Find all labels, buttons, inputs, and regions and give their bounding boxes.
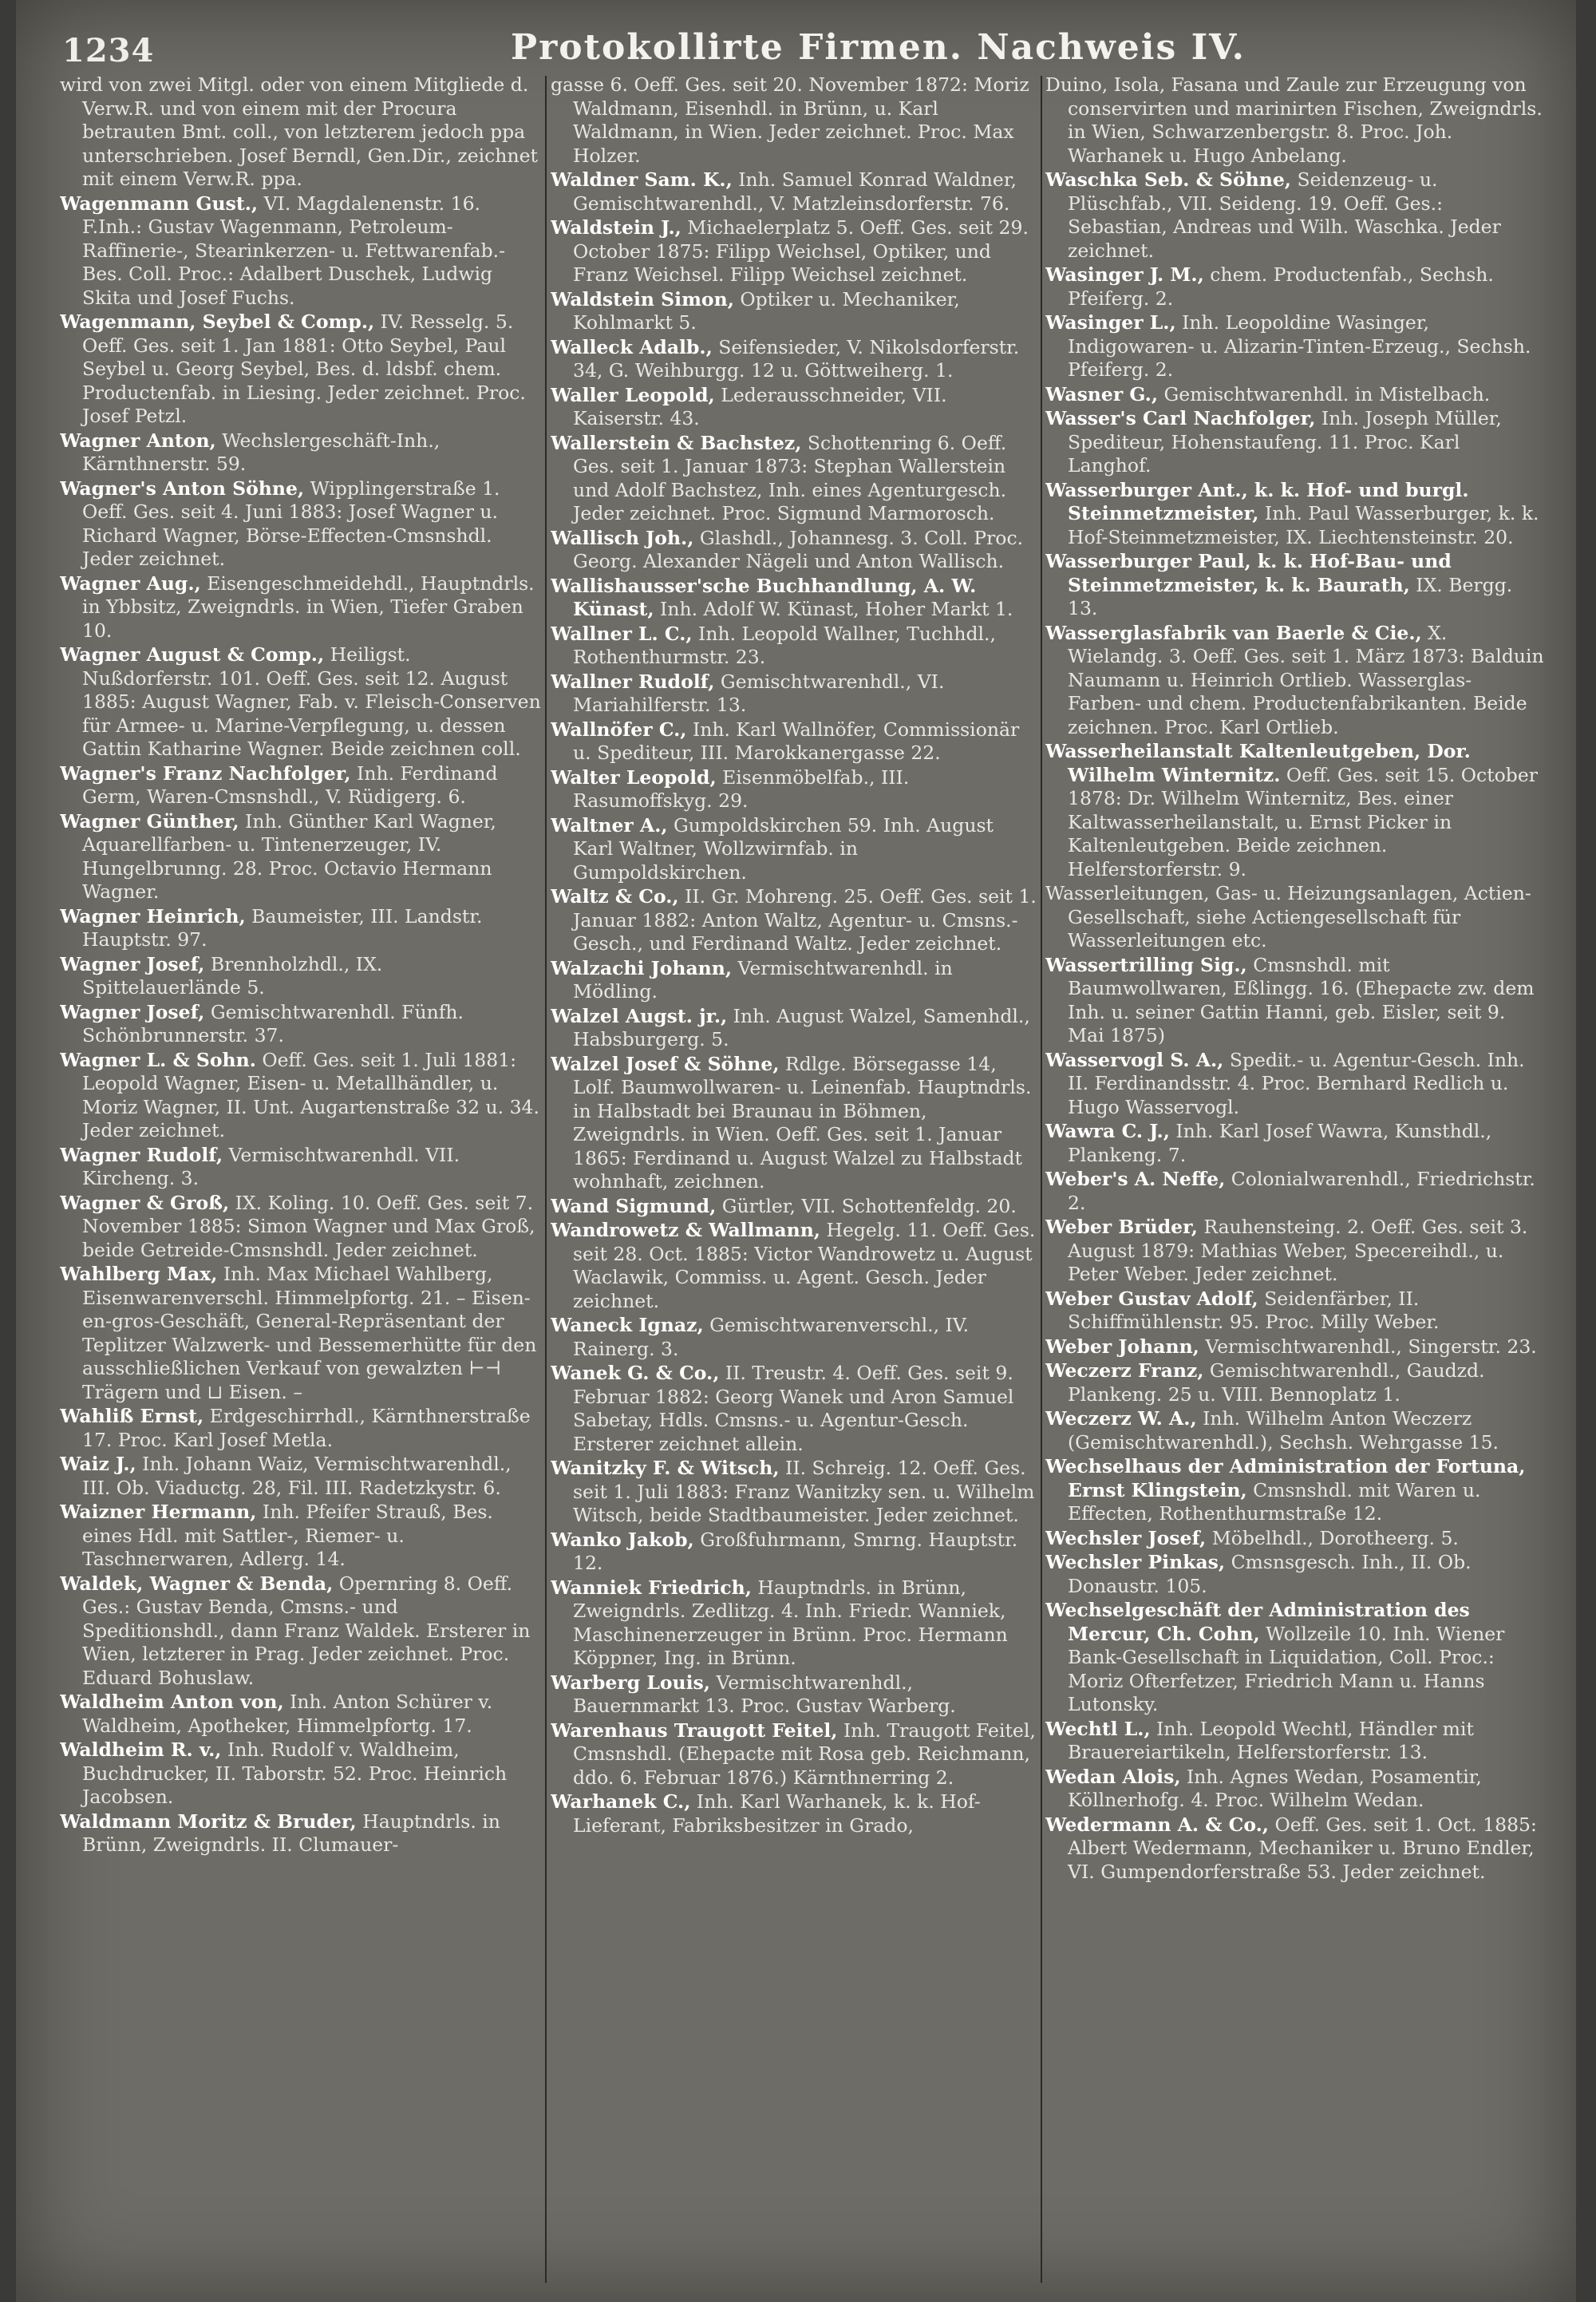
entry-text: Inh. Leopold Wallner, Tuchhdl., Rothenthurmstr. 23. — [573, 622, 996, 668]
directory-entry — [60, 1405, 543, 1452]
firm-name: Wagner August & Comp., — [60, 643, 325, 666]
entry-text: IX. Koling. 10. Oeff. Ges. seit 7. November 1885: Simon Wagner und Max Groß, beide Getreide-Cmsnshdl. Jeder zeichnet. — [82, 1191, 535, 1261]
entry-text: Inh. Adolf W. Künast, Hoher Markt 1. — [654, 598, 1013, 620]
entry-text: Seidenzeug- u. Plüschfab., VII. Seideng. 19. Oeff. Ges.: Sebastian, Andreas und Wilh. Waschka. Jeder zeichnet. — [1068, 168, 1501, 262]
entry-text: Vermischtwarenhdl. VII. Kircheng. 3. — [82, 1143, 460, 1189]
directory-entry — [1045, 882, 1544, 953]
directory-entry — [1045, 1359, 1544, 1406]
directory-entry — [60, 1453, 543, 1500]
entry-text: wird von zwei Mitgl. oder von einem Mitgliede d. Verw.R. und von einem mit der Procura betrauten Bmt. coll., von letzterem jedoch ppa unterschrieben. Josef Berndl, Gen.Dir., zeichnet mit einem Verw.R. ppa. — [60, 73, 538, 190]
directory-entry — [60, 1144, 543, 1191]
firm-name: Wagner's Anton Söhne, — [60, 477, 305, 500]
entry-text: Inh. Max Michael Wahlberg, Eisenwarenverschl. Himmelpfortg. 21. – Eisen-en-gros-Geschäft, General-Repräsentant der Teplitzer Walzwerk- und Bessemerhütte für den ausschließlichen Verkauf von gewalzten ⊢⊣ Trägern und ⊔ Eisen. – — [82, 1263, 537, 1403]
entry-text: gasse 6. Oeff. Ges. seit 20. November 1872: Moriz Waldmann, Eisenhdl. in Brünn, u. Karl Waldmann, in Wien. Jeder zeichnet. Proc. Max Holzer. — [551, 73, 1029, 167]
entry-text: Rauhensteing. 2. Oeff. Ges. seit 3. August 1879: Mathias Weber, Specereihdl., u. Peter Weber. Jeder zeichnet. — [1068, 1216, 1528, 1285]
directory-entry — [551, 885, 1037, 956]
directory-entry — [60, 192, 543, 310]
firm-name: Wasserglasfabrik van Baerle & Cie., — [1045, 621, 1422, 644]
firm-name: Wallishausser'sche Buchhandlung, A. W. Künast, — [551, 574, 977, 620]
entry-text: Inh. Anton Schürer v. Waldheim, Apotheker, Himmelpfortg. 17. — [82, 1691, 493, 1737]
entry-text: Inh. Leopold Wechtl, Händler mit Brauereiartikeln, Helferstorferstr. 13. — [1068, 1717, 1474, 1763]
firm-name: Wanko Jakob, — [551, 1528, 694, 1551]
entry-text: Gumpoldskirchen 59. Inh. August Karl Waltner, Wollzwirnfab. in Gumpoldskirchen. — [573, 813, 994, 884]
entry-text: Eisenmöbelfab., III. Rasumoffskyg. 29. — [573, 765, 910, 812]
firm-name: Wagner Josef, — [60, 1000, 205, 1023]
entry-text: II. Gr. Mohreng. 25. Oeff. Ges. seit 1. Januar 1882: Anton Waltz, Agentur- u. Cmsns.-Gesch., und Ferdinand Waltz. Jeder zeichnet. — [573, 885, 1037, 955]
entry-text: Erdgeschirrhdl., Kärnthnerstraße 17. Proc. Karl Josef Metla. — [82, 1405, 531, 1451]
directory-entry — [551, 814, 1037, 885]
directory-entry — [60, 1810, 543, 1857]
entry-text: Michaelerplatz 5. Oeff. Ges. seit 29. October 1875: Filipp Weichsel, Optiker, und Franz Weichsel. Filipp Weichsel zeichnet. — [573, 216, 1029, 286]
directory-entry — [1045, 479, 1544, 550]
firm-name: Wedan Alois, — [1045, 1765, 1181, 1788]
directory-entry — [60, 1572, 543, 1691]
firm-name: Wasner G., — [1045, 382, 1158, 405]
entry-text: Opernring 8. Oeff. Ges.: Gustav Benda, Cmsns.- und Speditionshdl., dann Franz Waldek. Ersterer in Wien, letzterer in Prag. Jeder zeichnet. Proc. Eduard Bohuslaw. — [82, 1572, 531, 1689]
entry-text: II. Treustr. 4. Oeff. Ges. seit 9. Februar 1882: Georg Wanek und Aron Samuel Sabetay, Hdls. Cmsns.- u. Agentur-Gesch. Ersterer zeichnet allein. — [573, 1362, 1014, 1455]
column-middle — [551, 73, 1037, 2284]
entry-text: Gemischtwarenverschl., IV. Rainerg. 3. — [573, 1314, 970, 1360]
firm-name: Wasinger J. M., — [1045, 263, 1204, 286]
entry-text: Inh. Paul Wasserburger, k. k. Hof-Steinmetzmeister, IX. Liechtensteinstr. 20. — [1068, 502, 1539, 548]
firm-name: Wagner L. & Sohn. — [60, 1048, 256, 1071]
entry-text: Inh. Karl Josef Wawra, Kunsthdl., Plankeng. 7. — [1068, 1120, 1492, 1166]
directory-entry — [551, 670, 1037, 718]
directory-entry — [1045, 1527, 1544, 1551]
directory-entry — [551, 718, 1037, 765]
entry-text: Seidenfärber, II. Schiffmühlenstr. 95. Proc. Milly Weber. — [1068, 1287, 1440, 1333]
directory-entry — [551, 1053, 1037, 1194]
entry-text: Gürtler, VII. Schottenfeldg. 20. — [716, 1194, 1017, 1217]
firm-name: Weber Johann, — [1045, 1335, 1199, 1358]
directory-entry — [551, 623, 1037, 670]
firm-name: Walter Leopold, — [551, 765, 717, 789]
directory-entry — [60, 1192, 543, 1263]
firm-name: Waldheim R. v., — [60, 1738, 222, 1761]
firm-name: Waneck Ignaz, — [551, 1314, 704, 1336]
firm-name: Waltz & Co., — [551, 885, 679, 908]
directory-entry — [60, 762, 543, 809]
firm-name: Wechselgeschäft der Administration des Mercur, Ch. Cohn, — [1045, 1599, 1470, 1645]
directory-entry — [1045, 407, 1544, 478]
firm-name: Wasinger L., — [1045, 311, 1176, 334]
entry-text: VI. Magdalenenstr. 16. F.Inh.: Gustav Wagenmann, Petroleum-Raffinerie-, Stearinkerzen- u. Fettwarenfab.-Bes. Coll. Proc.: Adalbert Duschek, Ludwig Skita und Josef Fuchs. — [82, 192, 506, 309]
firm-name: Weber Brüder, — [1045, 1216, 1198, 1238]
column-right — [1045, 73, 1544, 2284]
entry-text: Wasserleitungen, Gas- u. Heizungsanlagen, Actien-Gesellschaft, siehe Actiengesellschaft für Wasserleitungen etc. — [1045, 882, 1531, 951]
directory-entry — [1045, 550, 1544, 621]
entry-text: Hegelg. 11. Oeff. Ges. seit 28. Oct. 1885: Victor Wandrowetz u. August Waclawik, Commiss. u. Agent. Gesch. Jeder zeichnet. — [573, 1219, 1036, 1312]
entry-text: Vermischtwarenhdl., Bauernmarkt 13. Proc. Gustav Warberg. — [573, 1671, 956, 1717]
firm-name: Weber's A. Neffe, — [1045, 1168, 1226, 1190]
firm-name: Wahlberg Max, — [60, 1263, 218, 1285]
directory-entry — [60, 953, 543, 1000]
firm-name: Weczerz Franz, — [1045, 1359, 1204, 1382]
entry-text: Brennholzhdl., IX. Spittelauerlände 5. — [82, 952, 383, 999]
entry-text: Inh. Günther Karl Wagner, Aquarellfarben- u. Tintenerzeuger, IV. Hungelbrunng. 28. Proc. Octavio Hermann Wagner. — [82, 809, 496, 903]
entry-text: Inh. Joseph Müller, Spediteur, Hohenstaufeng. 11. Proc. Karl Langhof. — [1068, 407, 1502, 477]
entry-text: Heiligst. Nußdorferstr. 101. Oeff. Ges. seit 12. August 1885: August Wagner, Fab. v. Fleisch-Conserven für Armee- u. Marine-Verpflegung, u. dessen Gattin Katharine Wagner. Beide zeichnen coll. — [82, 643, 541, 760]
directory-entry — [1045, 1216, 1544, 1287]
entry-text: Rdlge. Börsegasse 14, Lolf. Baumwollwaren- u. Leinenfab. Hauptndrls. in Halbstadt bei Braunau in Böhmen, Zweigndrls. in Wien. Oeff. Ges. seit 1. Januar 1865: Ferdinand u. August Walzel zu Halbstadt wohnhaft, zeichnen. — [573, 1052, 1032, 1193]
directory-entry — [1045, 168, 1544, 263]
entry-text: Inh. Wilhelm Anton Weczerz (Gemischtwarenhdl.), Sechsh. Wehrgasse 15. — [1068, 1407, 1499, 1454]
entry-text: Wollzeile 10. Inh. Wiener Bank-Gesellschaft in Liquidation, Coll. Proc.: Moriz Ofterfetzer, Friedrich Mann u. Hanns Lutonsky. — [1068, 1622, 1505, 1715]
directory-entry — [551, 1005, 1037, 1052]
firm-name: Wagner Rudolf, — [60, 1143, 223, 1166]
firm-name: Wassertrilling Sig., — [1045, 953, 1247, 976]
directory-entry — [60, 310, 543, 429]
firm-name: Wawra C. J., — [1045, 1120, 1170, 1142]
firm-name: Waldek, Wagner & Benda, — [60, 1572, 334, 1595]
entry-text: Gemischtwarenhdl., VI. Mariahilferstr. 13. — [573, 670, 945, 716]
firm-name: Wasserburger Paul, k. k. Hof-Bau- und Steinmetzmeister, k. k. Baurath, — [1045, 550, 1452, 596]
directory-entry — [551, 336, 1037, 383]
entry-text: IV. Resselg. 5. Oeff. Ges. seit 1. Jan 1881: Otto Seybel, Paul Seybel u. Georg Seybel, Bes. d. ldsbf. chem. Productenfab. in Liesing. Jeder zeichnet. Proc. Josef Petzl. — [82, 310, 526, 427]
entry-text: Inh. Leopoldine Wasinger, Indigowaren- u. Alizarin-Tinten-Erzeug., Sechsh. Pfeiferg. 2. — [1068, 311, 1531, 381]
firm-name: Wagner Aug., — [60, 572, 201, 595]
directory-entry — [1045, 622, 1544, 740]
directory-entry — [551, 73, 1037, 168]
directory-entry — [60, 477, 543, 572]
directory-entry — [60, 643, 543, 761]
entry-text: Möbelhdl., Dorotheerg. 5. — [1206, 1526, 1459, 1549]
directory-entry — [1045, 383, 1544, 407]
directory-entry — [551, 1314, 1037, 1361]
firm-name: Wanitzky F. & Witsch, — [551, 1457, 780, 1479]
entry-text: Inh. Karl Warhanek, k. k. Hof-Lieferant, Fabriksbesitzer in Grado, — [573, 1790, 981, 1837]
entry-text: Inh. Traugott Feitel, Cmsnshdl. (Ehepacte mit Rosa geb. Reichmann, ddo. 6. Februar 1876.) Kärnthnerring 2. — [573, 1719, 1036, 1789]
entry-text: Vermischtwarenhdl. in Mödling. — [573, 956, 953, 1003]
entry-text: Cmsnshdl. mit Waren u. Effecten, Rothenthurmstraße 12. — [1068, 1478, 1481, 1525]
directory-entry — [60, 1738, 543, 1810]
directory-entry — [1045, 740, 1544, 881]
directory-entry — [60, 1263, 543, 1404]
directory-entry — [1045, 1766, 1544, 1813]
directory-entry — [1045, 1551, 1544, 1598]
directory-entry — [551, 1671, 1037, 1719]
firm-name: Waizner Hermann, — [60, 1501, 257, 1523]
entry-text: Gemischtwarenhdl., Gaudzd. Plankeng. 25 u. VIII. Bennoplatz 1. — [1068, 1359, 1485, 1406]
entry-text: Vermischtwarenhdl., Singerstr. 23. — [1199, 1335, 1537, 1358]
directory-entry — [551, 432, 1037, 526]
directory-entry — [551, 1457, 1037, 1528]
directory-entry — [551, 384, 1037, 431]
column-divider — [1041, 76, 1042, 2283]
firm-name: Waldheim Anton von, — [60, 1691, 284, 1713]
entry-text: Spedit.- u. Agentur-Gesch. Inh. II. Ferdinandsstr. 4. Proc. Bernhard Redlich u. Hugo Wasservogl. — [1068, 1048, 1525, 1118]
entry-text: Baumeister, III. Landstr. Hauptstr. 97. — [82, 904, 483, 951]
firm-name: Waller Leopold, — [551, 383, 715, 406]
firm-name: Walzel Augst. jr., — [551, 1004, 728, 1027]
firm-name: Wechtl L., — [1045, 1717, 1151, 1740]
entry-text: II. Schreig. 12. Oeff. Ges. seit 1. Juli 1883: Franz Wanitzky sen. u. Wilhelm Witsch, beide Stadtbaumeister. Jeder zeichnet. — [573, 1457, 1035, 1526]
directory-entry — [551, 957, 1037, 1004]
entry-text: Seifensieder, V. Nikolsdorferstr. 34, G. Weihburgg. 12 u. Göttweiherg. 1. — [573, 335, 1020, 382]
column-left — [60, 73, 543, 2284]
firm-name: Wagner Josef, — [60, 952, 205, 975]
firm-name: Wallisch Joh., — [551, 526, 694, 549]
entry-text: Colonialwarenhdl., Friedrichstr. 2. — [1068, 1168, 1535, 1214]
firm-name: Warhanek C., — [551, 1790, 691, 1813]
directory-entry — [1045, 263, 1544, 310]
firm-name: Waldner Sam. K., — [551, 168, 733, 191]
directory-entry — [60, 73, 543, 192]
directory-entry — [551, 766, 1037, 813]
directory-entry — [551, 1195, 1037, 1219]
entry-text: X. Wielandg. 3. Oeff. Ges. seit 1. März 1873: Balduin Naumann u. Heinrich Ortlieb. Wasserglas-Farben- und chem. Productenfabrikanten. Beide zeichnen. Proc. Karl Ortlieb. — [1068, 621, 1544, 738]
firm-name: Wallner L. C., — [551, 622, 693, 645]
directory-entry — [1045, 1287, 1544, 1335]
firm-name: Warenhaus Traugott Feitel, — [551, 1719, 838, 1742]
directory-entry — [60, 1001, 543, 1048]
firm-name: Walzachi Johann, — [551, 956, 733, 979]
directory-entry — [1045, 954, 1544, 1048]
firm-name: Waiz J., — [60, 1453, 136, 1475]
entry-text: Hauptndrls. in Brünn, Zweigndrls. II. Clumauer- — [82, 1810, 500, 1856]
firm-name: Walzel Josef & Söhne, — [551, 1052, 780, 1075]
firm-name: Waldstein Simon, — [551, 287, 734, 310]
entry-text: Oeff. Ges. seit 1. Juli 1881: Leopold Wagner, Eisen- u. Metallhändler, u. Moriz Wagner, II. Unt. Augartenstraße 32 u. 34. Jeder zeichnet. — [82, 1048, 539, 1141]
firm-name: Wagner Günther, — [60, 809, 239, 833]
entry-text: Cmsnsgesch. Inh., II. Ob. Donaustr. 105. — [1068, 1551, 1472, 1597]
directory-entry — [551, 1529, 1037, 1576]
firm-name: Wechsler Pinkas, — [1045, 1551, 1226, 1573]
directory-entry — [551, 1719, 1037, 1790]
firm-name: Wand Sigmund, — [551, 1194, 717, 1217]
directory-entry — [60, 810, 543, 904]
firm-name: Wallerstein & Bachstez, — [551, 431, 802, 454]
directory-entry — [60, 572, 543, 643]
entry-text: Wipplingerstraße 1. Oeff. Ges. seit 4. Juni 1883: Josef Wagner u. Richard Wagner, Börse-Effecten-Cmsnshdl. Jeder zeichnet. — [82, 477, 500, 570]
firm-name: Wahliß Ernst, — [60, 1405, 204, 1427]
firm-name: Wanniek Friedrich, — [551, 1576, 752, 1599]
directory-entry — [1045, 1599, 1544, 1717]
firm-name: Waldstein J., — [551, 216, 681, 239]
firm-name: Wagner & Groß, — [60, 1191, 230, 1214]
directory-page — [16, 0, 1576, 2302]
entry-text: Inh. Ferdinand Germ, Waren-Cmsnshdl., V. Rüdigerg. 6. — [82, 761, 498, 808]
entry-text: Inh. Johann Waiz, Vermischtwarenhdl., III. Ob. Viaductg. 28, Fil. III. Radetzkystr. 6. — [82, 1453, 512, 1499]
entry-text: Oeff. Ges. seit 15. October 1878: Dr. Wilhelm Winternitz, Bes. einer Kaltwasserheilanstalt, u. Ernst Picker in Kaltenleutgeben. Beide zeichnen. Helferstorferstr. 9. — [1068, 763, 1538, 880]
firm-name: Wandrowetz & Wallmann, — [551, 1219, 820, 1241]
directory-entry — [1045, 1168, 1544, 1215]
running-title: Protokollirte Firmen. Nachweis IV. — [511, 27, 1246, 68]
firm-name: Wallner Rudolf, — [551, 670, 715, 693]
entry-text: Glashdl., Johannesg. 3. Coll. Proc. Georg. Alexander Nägeli und Anton Wallisch. — [573, 526, 1024, 572]
firm-name: Waschka Seb. & Söhne, — [1045, 168, 1291, 191]
firm-name: Wedermann A. & Co., — [1045, 1813, 1269, 1836]
firm-name: Wanek G. & Co., — [551, 1362, 720, 1384]
firm-name: Wallnöfer C., — [551, 718, 687, 741]
firm-name: Wasserheilanstalt Kaltenleutgeben, Dor. Wilhelm Winternitz. — [1045, 740, 1471, 786]
entry-text: Schottenring 6. Oeff. Ges. seit 1. Januar 1873: Stephan Wallerstein und Adolf Bachstez, Inh. eines Agenturgesch. Jeder zeichnet. Proc. Sigmund Marmorosch. — [573, 431, 1007, 524]
directory-entry — [551, 1219, 1037, 1313]
entry-text: Duino, Isola, Fasana und Zaule zur Erzeugung von conservirten und marinirten Fischen, Zweigndrls. in Wien, Schwarzenbergstr. 8. Proc. Joh. Warhanek u. Hugo Anbelang. — [1045, 73, 1543, 167]
firm-name: Wasservogl S. A., — [1045, 1048, 1224, 1071]
directory-entry — [1045, 311, 1544, 382]
directory-entry — [551, 168, 1037, 216]
firm-name: Waltner A., — [551, 813, 668, 837]
entry-text: Eisengeschmeidehdl., Hauptndrls. in Ybbsitz, Zweigndrls. in Wien, Tiefer Graben 10. — [82, 572, 535, 642]
entry-text: Inh. Agnes Wedan, Posamentir, Köllnerhofg. 4. Proc. Wilhelm Wedan. — [1068, 1765, 1482, 1811]
directory-entry — [551, 216, 1037, 287]
entry-text: Gemischtwarenhdl. in Mistelbach. — [1158, 382, 1491, 405]
directory-entry — [1045, 1335, 1544, 1359]
entry-text: Inh. Samuel Konrad Waldner, Gemischtwarenhdl., V. Matzleinsdorferstr. 76. — [573, 168, 1017, 215]
entry-text: Cmsnshdl. mit Baumwollwaren, Eßlingg. 16. (Ehepacte zw. dem Inh. u. seiner Gattin Hanni, geb. Eisler, seit 9. Mai 1875) — [1068, 953, 1535, 1046]
firm-name: Warberg Louis, — [551, 1671, 710, 1694]
entry-text: Optiker u. Mechaniker, Kohlmarkt 5. — [573, 287, 960, 334]
firm-name: Weczerz W. A., — [1045, 1407, 1197, 1430]
directory-entry — [1045, 1049, 1544, 1120]
directory-entry — [60, 429, 543, 477]
entry-text: Großfuhrmann, Smrng. Hauptstr. 12. — [573, 1528, 1018, 1574]
directory-entry — [551, 1362, 1037, 1456]
entry-text: Gemischtwarenhdl. Fünfh. Schönbrunnerstr. 37. — [82, 1000, 464, 1046]
entry-text: Inh. August Walzel, Samenhdl., Habsburgerg. 5. — [573, 1004, 1030, 1050]
entry-text: Inh. Pfeifer Strauß, Bes. eines Hdl. mit Sattler-, Riemer- u. Taschnerwaren, Adlerg. 14. — [82, 1501, 493, 1570]
entry-text: Oeff. Ges. seit 1. Oct. 1885: Albert Wedermann, Mechaniker u. Bruno Endler, VI. Gumpendorferstraße 53. Jeder zeichnet. — [1068, 1813, 1537, 1883]
firm-name: Wasser's Carl Nachfolger, — [1045, 407, 1316, 429]
directory-entry — [60, 1691, 543, 1738]
firm-name: Wasserburger Ant., k. k. Hof- und burgl. Steinmetzmeister, — [1045, 478, 1469, 524]
directory-entry — [551, 527, 1037, 574]
firm-name: Walleck Adalb., — [551, 335, 713, 358]
directory-entry — [1045, 1455, 1544, 1526]
firm-name: Wechsler Josef, — [1045, 1526, 1207, 1549]
directory-entry — [60, 905, 543, 952]
firm-name: Wagner's Franz Nachfolger, — [60, 761, 351, 785]
directory-entry — [1045, 1120, 1544, 1167]
directory-entry — [551, 1790, 1037, 1837]
page-number: 1234 — [62, 32, 155, 69]
firm-name: Waldmann Moritz & Bruder, — [60, 1810, 357, 1833]
page-header — [16, 18, 1576, 73]
directory-entry — [551, 288, 1037, 335]
entry-text: Inh. Karl Wallnöfer, Commissionär u. Spediteur, III. Marokkanergasse 22. — [573, 718, 1020, 764]
entry-text: Wechslergeschäft-Inh., Kärnthnerstr. 59. — [82, 429, 440, 475]
directory-entry — [551, 1576, 1037, 1671]
directory-entry — [60, 1501, 543, 1572]
firm-name: Wagner Heinrich, — [60, 904, 246, 928]
firm-name: Wagner Anton, — [60, 429, 216, 452]
directory-entry — [551, 575, 1037, 622]
entry-text: IX. Bergg. 13. — [1068, 573, 1513, 619]
firm-name: Weber Gustav Adolf, — [1045, 1287, 1258, 1310]
firm-name: Wagenmann, Seybel & Comp., — [60, 310, 375, 333]
entry-text: Inh. Rudolf v. Waldheim, Buchdrucker, II. Taborstr. 52. Proc. Heinrich Jacobsen. — [82, 1738, 508, 1808]
directory-entry — [1045, 1718, 1544, 1765]
column-divider — [545, 76, 547, 2283]
entry-text: Lederausschneider, VII. Kaiserstr. 43. — [573, 383, 947, 429]
firm-name: Wechselhaus der Administration der Fortuna, Ernst Klingstein, — [1045, 1455, 1526, 1501]
firm-name: Wagenmann Gust., — [60, 192, 259, 215]
entry-text: Hauptndrls. in Brünn, Zweigndrls. Zedlitzg. 4. Inh. Friedr. Wanniek, Maschinenerzeuger in Brünn. Proc. Hermann Köppner, Ing. in Brünn. — [573, 1576, 1008, 1669]
directory-entry — [1045, 1407, 1544, 1454]
directory-entry — [1045, 73, 1544, 168]
directory-entry — [60, 1049, 543, 1143]
entry-text: chem. Productenfab., Sechsh. Pfeiferg. 2. — [1068, 263, 1494, 310]
directory-entry — [1045, 1814, 1544, 1885]
